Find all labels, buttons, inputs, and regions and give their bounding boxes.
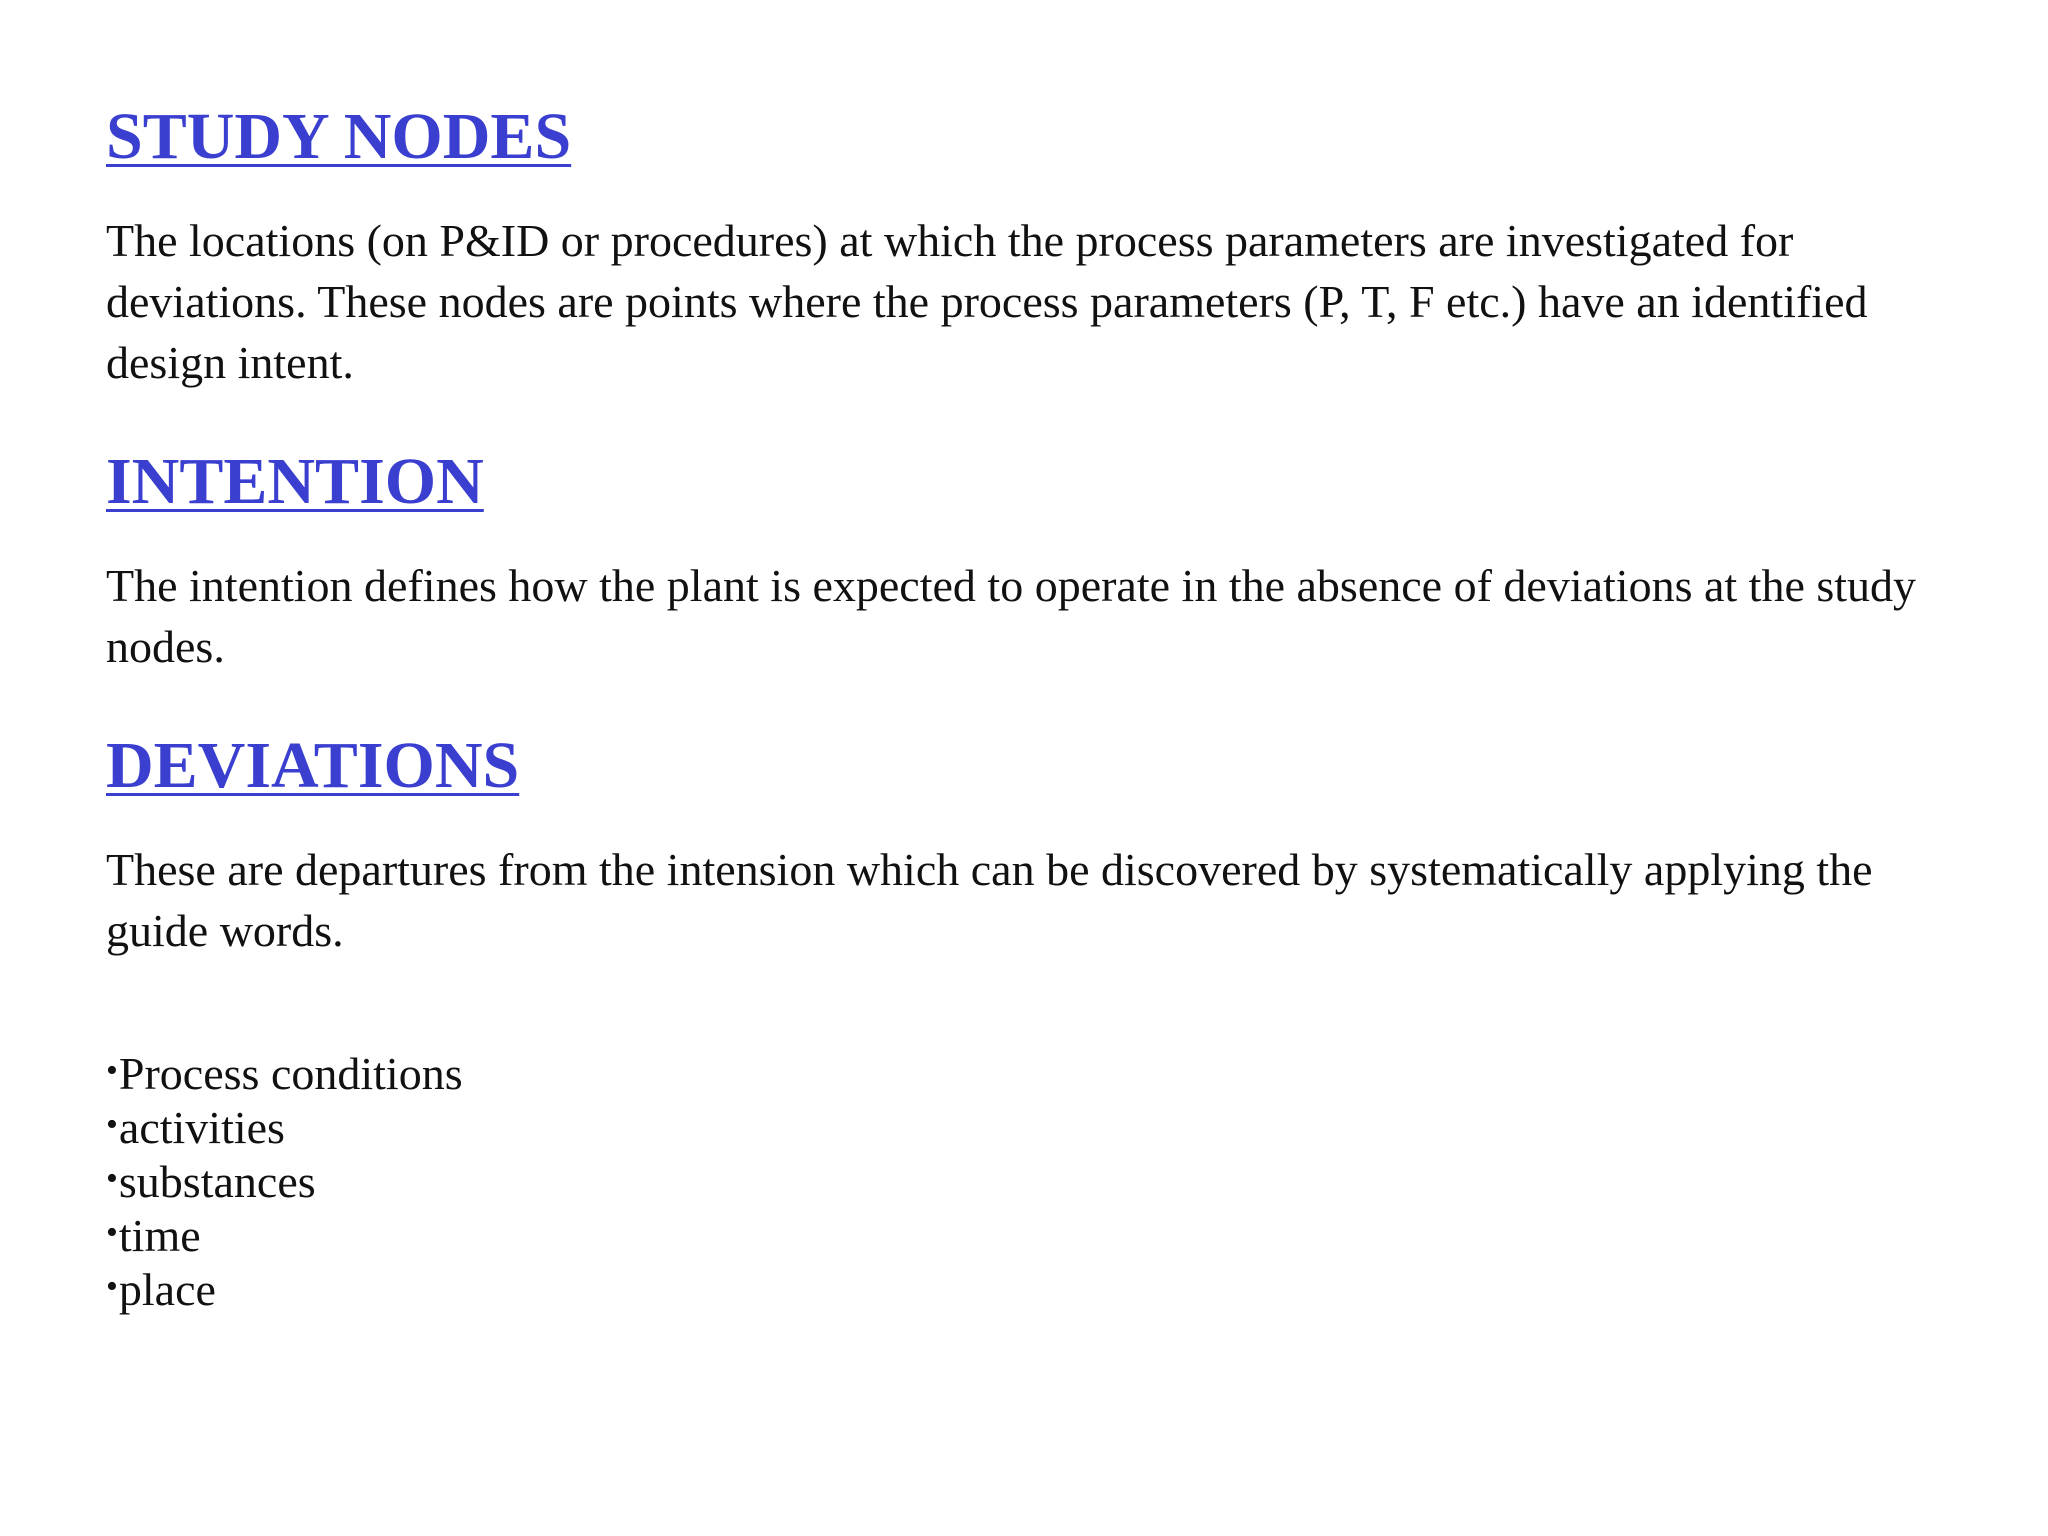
list-item-text: time: [118, 1210, 201, 1261]
list-item-text: substances: [118, 1156, 316, 1207]
list-item: [106, 1045, 1966, 1099]
bullet-icon: •: [106, 1160, 118, 1197]
section-intention: [106, 445, 1966, 518]
section-study-nodes: [106, 100, 1966, 173]
bullet-icon: •: [106, 1106, 118, 1143]
paragraph-intention: The intention defines how the plant is expected to operate in the absence of deviations at the study nodes.: [106, 560, 1917, 672]
paragraph-study-nodes: The locations (on P&ID or procedures) at which the process parameters are investigated for deviations. These nodes are points where the process parameters (P, T, F etc.) have an identified design intent.: [106, 215, 1868, 388]
bullet-icon: •: [106, 1052, 118, 1089]
list-item: [106, 1261, 1966, 1315]
list-item-text: place: [118, 1264, 216, 1315]
heading-deviations: DEVIATIONS: [106, 729, 520, 802]
bullet-icon: •: [106, 1214, 118, 1251]
paragraph-deviations: These are departures from the intension which can be discovered by systematically applying the guide words.: [106, 844, 1873, 956]
list-item: [106, 1099, 1966, 1153]
list-item: [106, 1153, 1966, 1207]
bullet-icon: •: [106, 1268, 118, 1305]
heading-intention: INTENTION: [106, 445, 484, 518]
heading-study-nodes: STUDY NODES: [106, 100, 572, 173]
list-item: [106, 1207, 1966, 1261]
slide-content: [106, 100, 1966, 1315]
section-deviations: [106, 729, 1966, 802]
guide-word-list: [106, 1045, 1966, 1315]
list-item-text: Process conditions: [118, 1048, 463, 1099]
list-item-text: activities: [118, 1102, 285, 1153]
